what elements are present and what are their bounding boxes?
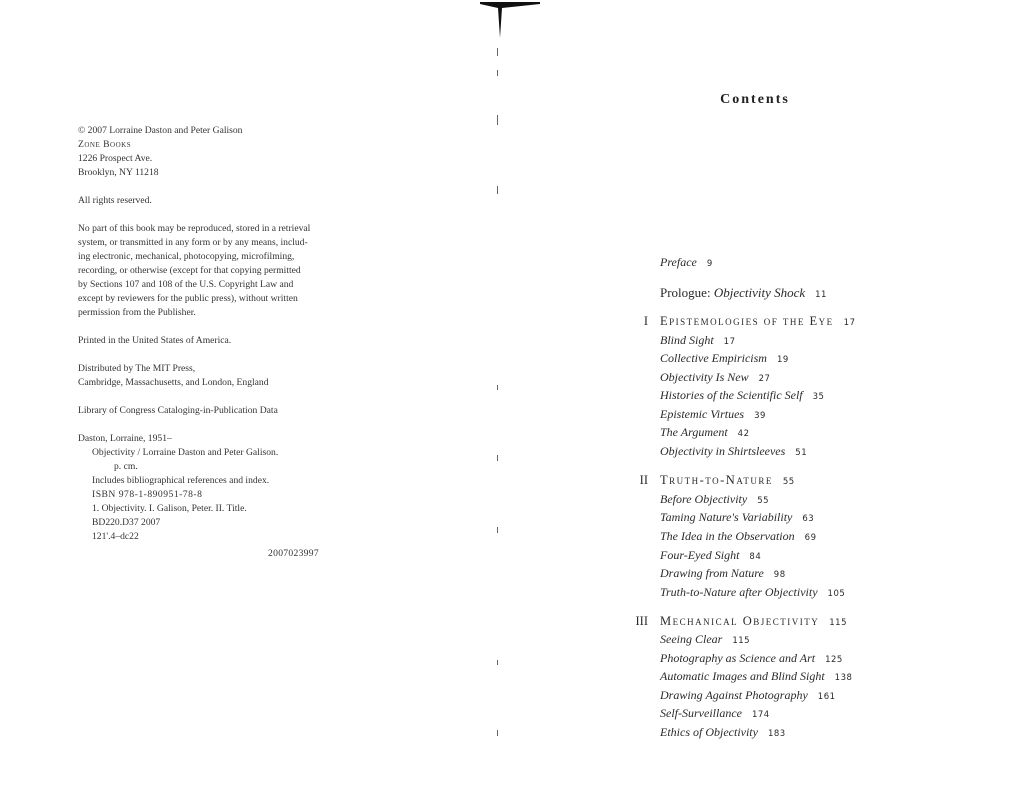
reproduction-notice-line: recording, or otherwise (except for that copying permitted xyxy=(78,265,301,276)
toc-entry-title: Automatic Images and Blind Sight xyxy=(660,669,825,683)
toc-entry-page: 69 xyxy=(804,533,817,543)
toc-entry-chapter[interactable] xyxy=(660,444,807,459)
gutter-mark xyxy=(497,455,498,461)
rights-reserved: All rights reserved. xyxy=(78,195,152,206)
toc-entry-lead: Prologue: xyxy=(660,285,711,300)
spine-binding-mark xyxy=(480,0,540,40)
reproduction-notice-line: permission from the Publisher. xyxy=(78,307,196,318)
toc-entry-title: Objectivity in Shirtsleeves xyxy=(660,444,786,458)
toc-entry-title: Objectivity Shock xyxy=(713,285,806,300)
toc-entry-page: 17 xyxy=(723,337,736,347)
toc-entry-title: The Argument xyxy=(660,425,728,439)
toc-entry-chapter[interactable] xyxy=(660,566,786,581)
gutter-mark xyxy=(497,660,498,665)
part-page: 17 xyxy=(843,318,856,328)
toc-entry-page: 161 xyxy=(817,692,836,702)
toc-entry-title: Histories of the Scientific Self xyxy=(660,388,803,402)
toc-entry-page: 9 xyxy=(706,259,713,269)
toc-entry-page: 125 xyxy=(825,655,843,665)
toc-entry-chapter[interactable] xyxy=(660,632,750,647)
printed-in-line: Printed in the United States of America. xyxy=(78,335,232,346)
part-title: Epistemologies of the Eye xyxy=(660,314,834,328)
toc-entry-title: The Idea in the Observation xyxy=(660,529,795,543)
toc-entry-title: Before Objectivity xyxy=(660,492,748,506)
cip-dewey: 121'.4–dc22 xyxy=(92,531,139,542)
copyright-block xyxy=(78,124,378,544)
cip-author: Daston, Lorraine, 1951– xyxy=(78,433,172,444)
toc-entry-chapter[interactable] xyxy=(660,492,769,507)
toc-entry-title: Seeing Clear xyxy=(660,632,723,646)
contents-title: Contents xyxy=(720,92,790,107)
spacer xyxy=(78,320,378,334)
toc-entry-chapter[interactable] xyxy=(660,510,814,525)
part-page: 55 xyxy=(782,477,795,487)
spacer xyxy=(78,348,378,362)
gutter-mark xyxy=(497,527,498,533)
gutter-mark xyxy=(497,48,498,56)
toc-entry-title: Drawing Against Photography xyxy=(660,688,808,702)
toc-entry-page: 11 xyxy=(815,290,827,300)
toc-part-heading[interactable] xyxy=(660,314,855,329)
reproduction-notice-line: ing electronic, mechanical, photocopying, microfilming, xyxy=(78,251,295,262)
part-title: Truth-to-Nature xyxy=(660,473,773,487)
toc-entry-title: Four-Eyed Sight xyxy=(660,548,740,562)
reproduction-notice-line: No part of this book may be reproduced, stored in a retrieval xyxy=(78,223,311,234)
toc-entry-page: 138 xyxy=(834,673,853,683)
toc-part-heading[interactable] xyxy=(660,614,847,629)
toc-entry-chapter[interactable] xyxy=(660,407,766,422)
part-page: 115 xyxy=(829,618,847,628)
gutter-mark xyxy=(497,385,498,390)
toc-entry-page: 51 xyxy=(795,448,808,458)
toc-entry-page: 39 xyxy=(754,411,766,421)
toc-entry-chapter[interactable] xyxy=(660,370,770,385)
spacer xyxy=(78,418,378,432)
toc-entry-chapter[interactable] xyxy=(660,725,786,740)
toc-entry-page: 98 xyxy=(773,570,786,580)
toc-entry-page: 55 xyxy=(757,496,770,506)
cip-title: Objectivity / Lorraine Daston and Peter Galison. xyxy=(92,447,279,458)
cip-subjects: 1. Objectivity. I. Galison, Peter. II. Title. xyxy=(92,503,247,514)
part-numeral: I xyxy=(643,314,648,328)
toc-entry-title: Objectivity Is New xyxy=(660,370,749,384)
toc-entry-chapter[interactable] xyxy=(660,585,845,600)
toc-entry-chapter[interactable] xyxy=(660,425,750,440)
reproduction-notice-line: except by reviewers for the public press), without written xyxy=(78,293,298,304)
cip-pages: p. cm. xyxy=(114,461,138,472)
toc-entry-title: Photography as Science and Art xyxy=(660,651,816,665)
toc-entry-page: 42 xyxy=(737,429,750,439)
toc-entry-page: 84 xyxy=(749,552,762,562)
toc-entry-title: Truth-to-Nature after Objectivity xyxy=(660,585,818,599)
toc-entry-page: 105 xyxy=(827,589,846,599)
toc-entry-page: 174 xyxy=(751,710,770,720)
toc-entry-chapter[interactable] xyxy=(660,351,789,366)
copyright-line: © 2007 Lorraine Daston and Peter Galison xyxy=(78,125,243,136)
cip-includes: Includes bibliographical references and index. xyxy=(92,475,270,486)
distributor-line: Distributed by The MIT Press, xyxy=(78,363,196,374)
toc-entry-title: Epistemic Virtues xyxy=(660,407,745,421)
gutter-mark xyxy=(497,115,498,125)
toc-entry-title: Collective Empiricism xyxy=(660,351,767,365)
toc-entry-prologue[interactable] xyxy=(660,285,827,301)
gutter-mark xyxy=(497,730,498,736)
spacer xyxy=(78,208,378,222)
toc-entry-title: Blind Sight xyxy=(660,333,714,347)
toc-entry-chapter[interactable] xyxy=(660,388,824,403)
toc-entry-preface[interactable] xyxy=(660,255,713,270)
toc-entry-page: 19 xyxy=(776,355,789,365)
toc-entry-chapter[interactable] xyxy=(660,333,736,348)
toc-entry-title: Drawing from Nature xyxy=(660,566,764,580)
toc-entry-chapter[interactable] xyxy=(660,548,761,563)
toc-entry-title: Preface xyxy=(660,255,697,269)
cip-heading: Library of Congress Cataloging-in-Publication Data xyxy=(78,405,278,416)
toc-entry-chapter[interactable] xyxy=(660,688,836,703)
catalog-number: 2007023997 xyxy=(268,548,319,559)
part-numeral: II xyxy=(639,473,648,487)
publisher-name: Zone Books xyxy=(78,139,132,150)
gutter-mark xyxy=(497,186,498,194)
toc-entry-title: Taming Nature's Variability xyxy=(660,510,793,524)
cip-isbn: ISBN 978-1-890951-78-8 xyxy=(92,489,203,500)
toc-entry-title: Ethics of Objectivity xyxy=(660,725,758,739)
toc-entry-page: 63 xyxy=(802,514,815,524)
toc-entry-chapter[interactable] xyxy=(660,706,770,721)
toc-entry-title: Self-Surveillance xyxy=(660,706,742,720)
cip-classification: BD220.D37 2007 xyxy=(92,517,161,528)
toc-entry-page: 183 xyxy=(767,729,786,739)
toc-entry-chapter[interactable] xyxy=(660,529,816,544)
toc-entry-chapter[interactable] xyxy=(660,669,852,684)
spacer xyxy=(78,390,378,404)
toc-entry-chapter[interactable] xyxy=(660,651,843,666)
toc-entry-page: 35 xyxy=(812,392,825,402)
part-title: Mechanical Objectivity xyxy=(660,614,820,628)
gutter-mark xyxy=(497,70,498,76)
publisher-address-street: 1226 Prospect Ave. xyxy=(78,153,153,164)
spacer xyxy=(78,180,378,194)
toc-entry-page: 27 xyxy=(758,374,771,384)
distributor-location: Cambridge, Massachusetts, and London, England xyxy=(78,377,269,388)
part-numeral: III xyxy=(635,614,648,628)
reproduction-notice-line: system, or transmitted in any form or by any means, includ- xyxy=(78,237,308,248)
reproduction-notice-line: by Sections 107 and 108 of the U.S. Copyright Law and xyxy=(78,279,294,290)
publisher-address-city: Brooklyn, NY 11218 xyxy=(78,167,159,178)
toc-entry-page: 115 xyxy=(732,636,751,646)
toc-part-heading[interactable] xyxy=(660,473,795,488)
